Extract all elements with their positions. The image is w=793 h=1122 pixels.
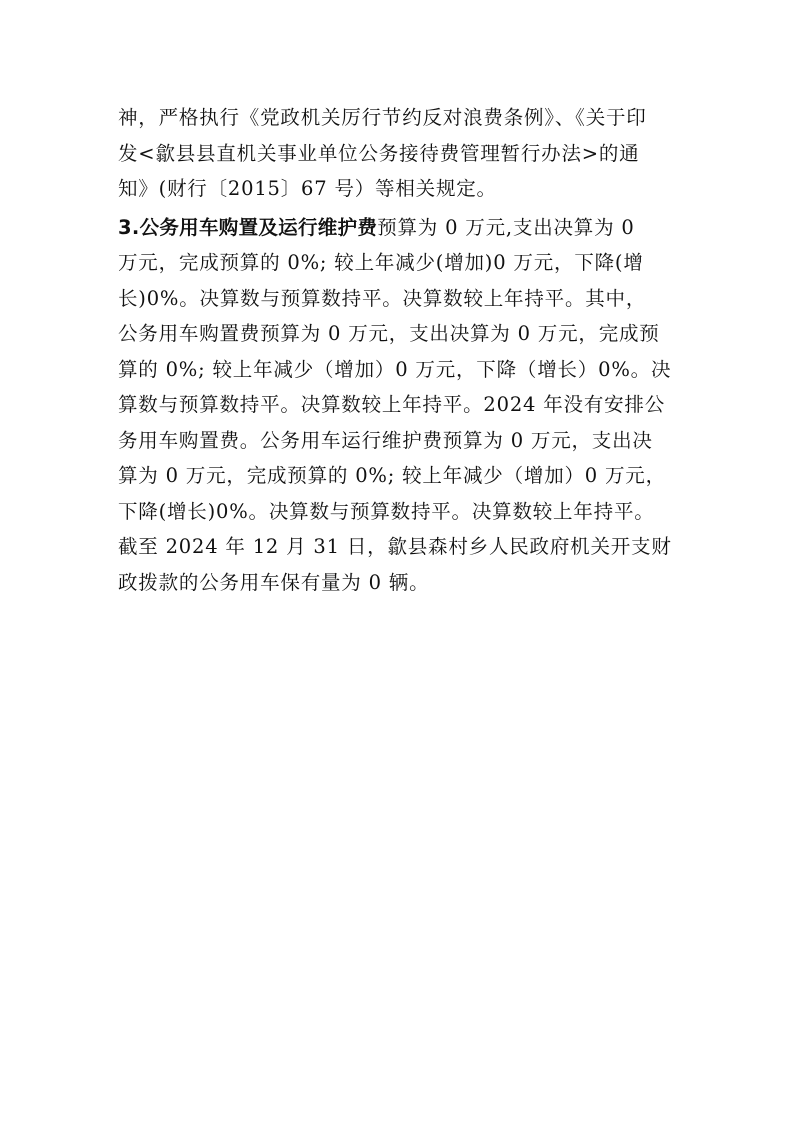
text-line: 算的 0%; 较上年减少（增加）0 万元，下降（增长）0%。决	[118, 357, 672, 381]
text-line: 神，严格执行《党政机关厉行节约反对浪费条例》、《关于印	[118, 106, 647, 129]
text-line: 发<歙县县直机关事业单位公务接待费管理暂行办法>的通	[118, 141, 640, 165]
document-body	[118, 100, 688, 600]
text-line	[118, 210, 688, 246]
paragraph-reception-regulations	[118, 100, 688, 207]
text-line: 公务用车购置费预算为 0 万元，支出决算为 0 万元，完成预	[118, 322, 660, 345]
text-line: 长)0%。决算数与预算数持平。决算数较上年持平。其中，	[118, 286, 647, 310]
text-line: 算为 0 万元，完成预算的 0%; 较上年减少（增加）0 万元，	[118, 464, 666, 487]
text-run: 预算为 0 万元,支出决算为 0	[377, 215, 635, 239]
text-line: 算数与预算数持平。决算数较上年持平。2024 年没有安排公	[118, 393, 666, 416]
paragraph-vehicle-expenses	[118, 210, 688, 601]
text-line: 知》(财行〔2015〕67 号）等相关规定。	[118, 177, 497, 200]
text-line: 务用车购置费。公务用车运行维护费预算为 0 万元，支出决	[118, 428, 653, 452]
text-line: 下降(增长)0%。决算数与预算数持平。决算数较上年持平。	[118, 499, 655, 523]
text-line: 政拨款的公务用车保有量为 0 辆。	[118, 570, 430, 594]
section-heading: 3.公务用车购置及运行维护费	[118, 215, 378, 239]
text-line: 万元，完成预算的 0%; 较上年减少(增加)0 万元，下降(增	[118, 251, 644, 274]
text-line: 截至 2024 年 12 月 31 日，歙县森村乡人民政府机关开支财	[118, 535, 672, 558]
